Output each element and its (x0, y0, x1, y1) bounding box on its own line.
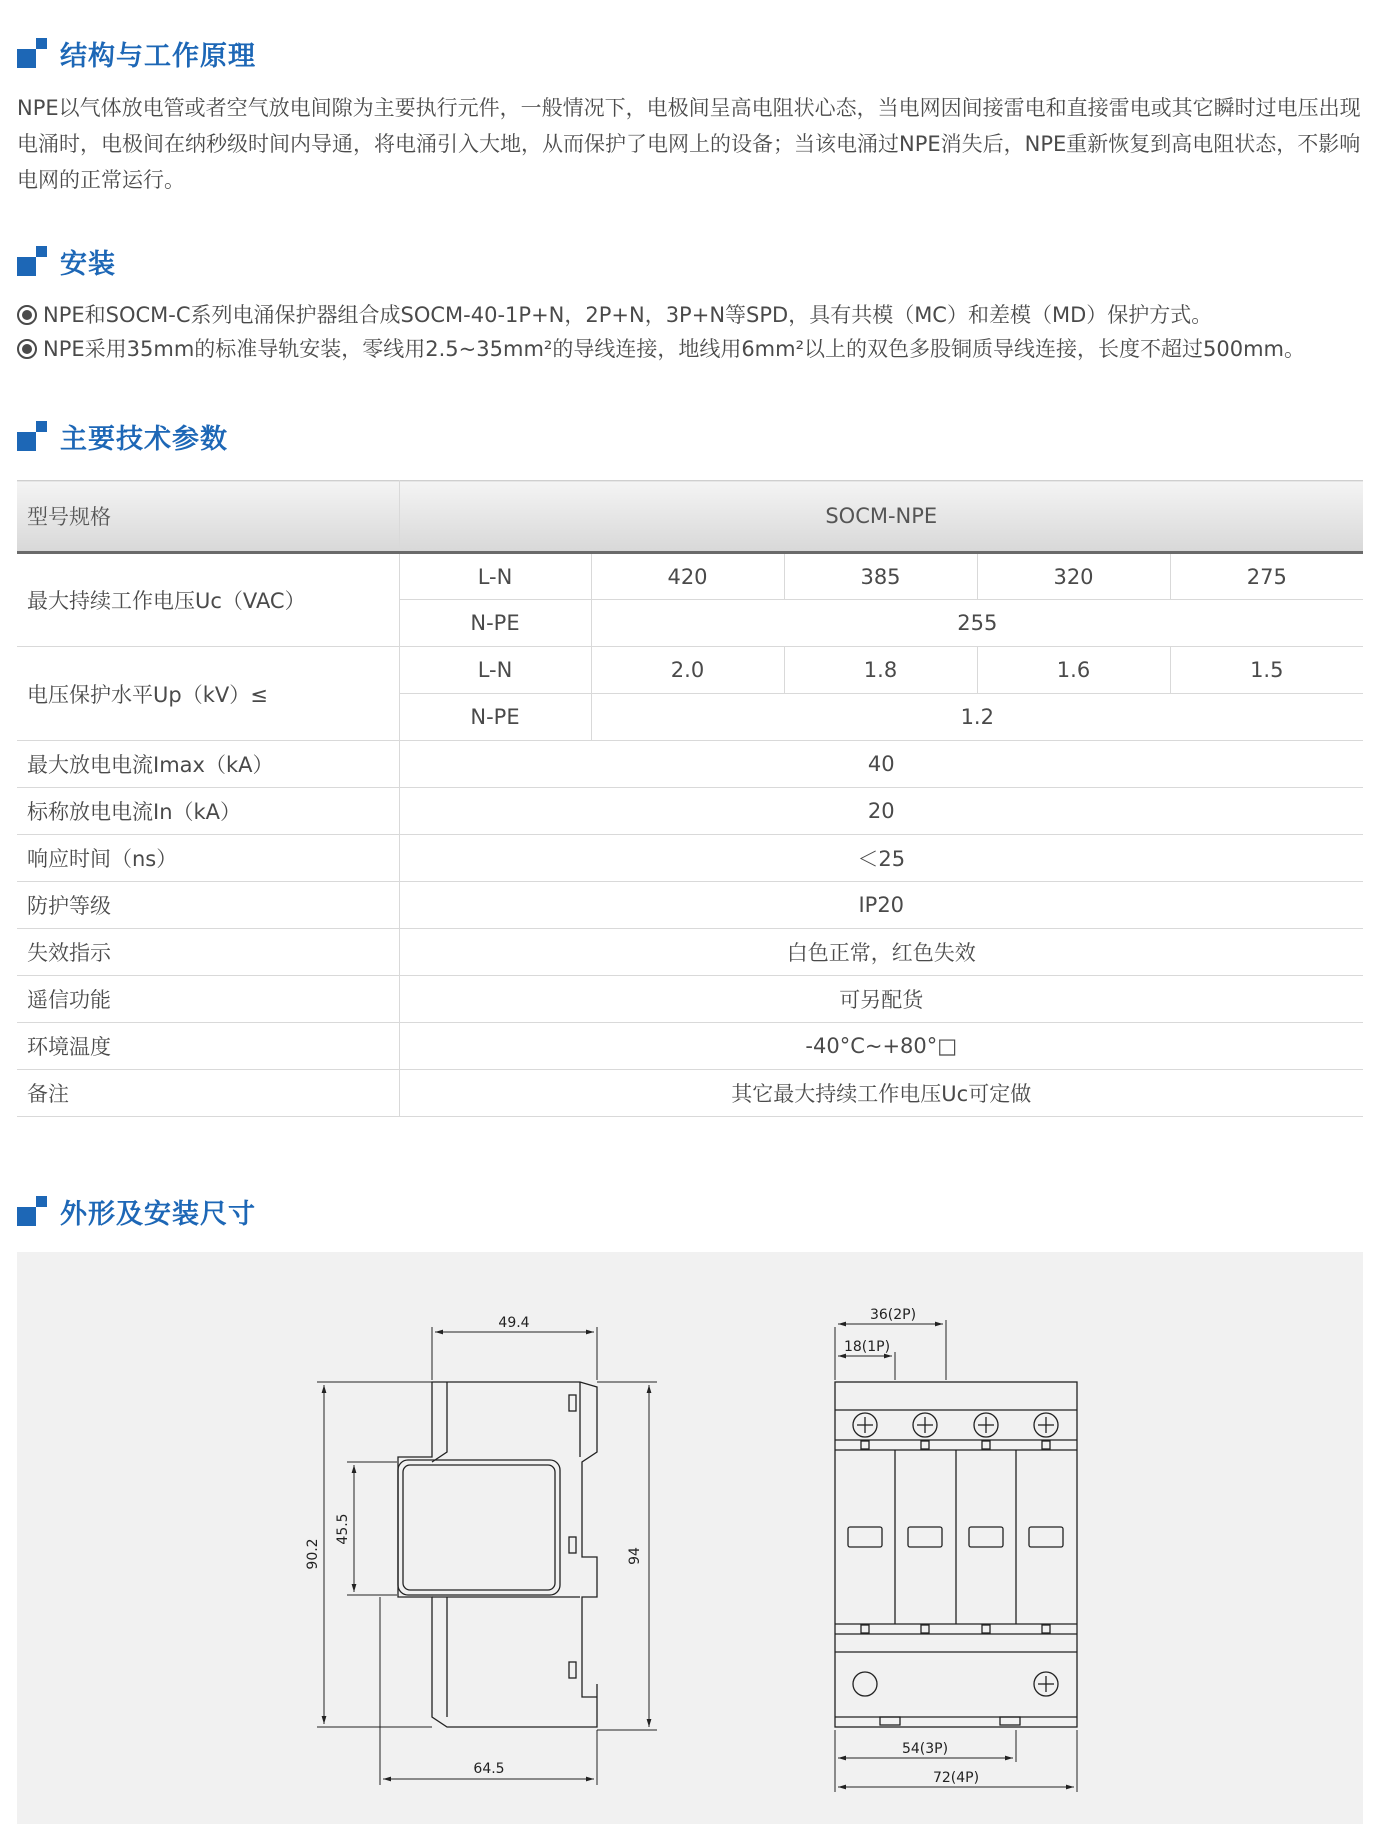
section-square-icon (17, 246, 47, 276)
principle-paragraph: NPE以气体放电管或者空气放电间隙为主要执行元件，一般情况下，电极间呈高电阻状心态，当电网因间接雷电和直接雷电或其它瞬时过电压出现电涌时，电极间在纳秒级时间内导通，将电涌引入大地，从而保护了电网上的设备；当该电涌过NPE消失后，NPE重新恢复到高电阻状态，不影响电网的正常运行。 (17, 96, 1361, 192)
side-view-drawing (398, 1382, 597, 1727)
row-value: IP20 (399, 882, 1363, 929)
up-ln-value: 1.8 (784, 647, 977, 694)
section-title: 主要技术参数 (60, 423, 228, 455)
uc-ln-label: L-N (399, 553, 591, 600)
header-model: SOCM-NPE (399, 481, 1363, 553)
row-label: 响应时间（ns） (17, 835, 399, 882)
up-label: 电压保护水平Up（kV）≤ (17, 647, 399, 741)
radio-bullet-icon (17, 339, 37, 359)
install-bullet (17, 298, 1367, 332)
row-value: 白色正常，红色失效 (399, 929, 1363, 976)
row-label: 防护等级 (17, 882, 399, 929)
dim-front-3p: 54(3P) (901, 1741, 949, 1757)
install-bullet (17, 332, 1367, 366)
header-label: 型号规格 (17, 481, 399, 553)
dim-side-height-inner: 45.5 (335, 1513, 351, 1545)
dim-front-4p: 72(4P) (932, 1770, 980, 1786)
table-header-row (17, 481, 1363, 553)
side-view-dimensions (317, 1327, 657, 1785)
uc-ln-value: 385 (784, 553, 977, 600)
section-heading-dimensions (17, 1193, 256, 1229)
uc-label: 最大持续工作电压Uc（VAC） (17, 553, 399, 647)
row-value: 20 (399, 788, 1363, 835)
dim-front-2p: 36(2P) (869, 1307, 917, 1323)
table-row (17, 882, 1363, 929)
row-label: 遥信功能 (17, 976, 399, 1023)
row-label: 标称放电电流In（kA） (17, 788, 399, 835)
section-square-icon (17, 38, 47, 68)
dim-side-height-total: 94 (627, 1547, 643, 1565)
section-title: 结构与工作原理 (60, 40, 256, 72)
table-row (17, 1023, 1363, 1070)
dim-side-bottom-width: 64.5 (473, 1761, 505, 1777)
row-label: 失效指示 (17, 929, 399, 976)
table-row (17, 1070, 1363, 1117)
spec-table (17, 480, 1363, 1117)
uc-npe-value: 255 (591, 600, 1363, 647)
dim-side-height-outer: 90.2 (305, 1538, 321, 1570)
row-value: -40°C~+80°□ (399, 1023, 1363, 1070)
section-square-icon (17, 1196, 47, 1226)
section-heading-params (17, 418, 228, 454)
uc-ln-value: 420 (591, 553, 784, 600)
row-label: 最大放电电流Imax（kA） (17, 741, 399, 788)
section-heading-principle (17, 35, 256, 71)
table-row (17, 647, 1363, 694)
up-npe-label: N-PE (399, 694, 591, 741)
section-square-icon (17, 421, 47, 451)
table-row (17, 788, 1363, 835)
row-value: 40 (399, 741, 1363, 788)
front-view-drawing (835, 1382, 1077, 1727)
up-ln-value: 2.0 (591, 647, 784, 694)
table-row (17, 553, 1363, 600)
row-value: ＜25 (399, 835, 1363, 882)
uc-ln-value: 275 (1170, 553, 1363, 600)
uc-npe-label: N-PE (399, 600, 591, 647)
section-heading-install (17, 243, 116, 279)
dim-side-top-width: 49.4 (498, 1315, 530, 1331)
up-ln-value: 1.6 (977, 647, 1170, 694)
up-ln-value: 1.5 (1170, 647, 1363, 694)
row-label: 备注 (17, 1070, 399, 1117)
table-row (17, 835, 1363, 882)
section-title: 安装 (60, 248, 116, 280)
table-row (17, 741, 1363, 788)
row-value: 其它最大持续工作电压Uc可定做 (399, 1070, 1363, 1117)
section-title: 外形及安装尺寸 (60, 1198, 256, 1230)
up-npe-value: 1.2 (591, 694, 1363, 741)
install-bullet-text: NPE采用35mm的标准导轨安装，零线用2.5~35mm²的导线连接，地线用6mm²以上的双色多股铜质导线连接，长度不超过500mm。 (43, 337, 1306, 361)
row-value: 可另配货 (399, 976, 1363, 1023)
up-ln-label: L-N (399, 647, 591, 694)
uc-ln-value: 320 (977, 553, 1170, 600)
radio-bullet-icon (17, 305, 37, 325)
table-row (17, 976, 1363, 1023)
table-row (17, 929, 1363, 976)
row-label: 环境温度 (17, 1023, 399, 1070)
install-bullet-text: NPE和SOCM-C系列电涌保护器组合成SOCM-40-1P+N，2P+N，3P+N等SPD，具有共模（MC）和差模（MD）保护方式。 (43, 303, 1213, 327)
dimension-drawing-panel (17, 1252, 1363, 1824)
dim-front-1p: 18(1P) (843, 1339, 891, 1355)
